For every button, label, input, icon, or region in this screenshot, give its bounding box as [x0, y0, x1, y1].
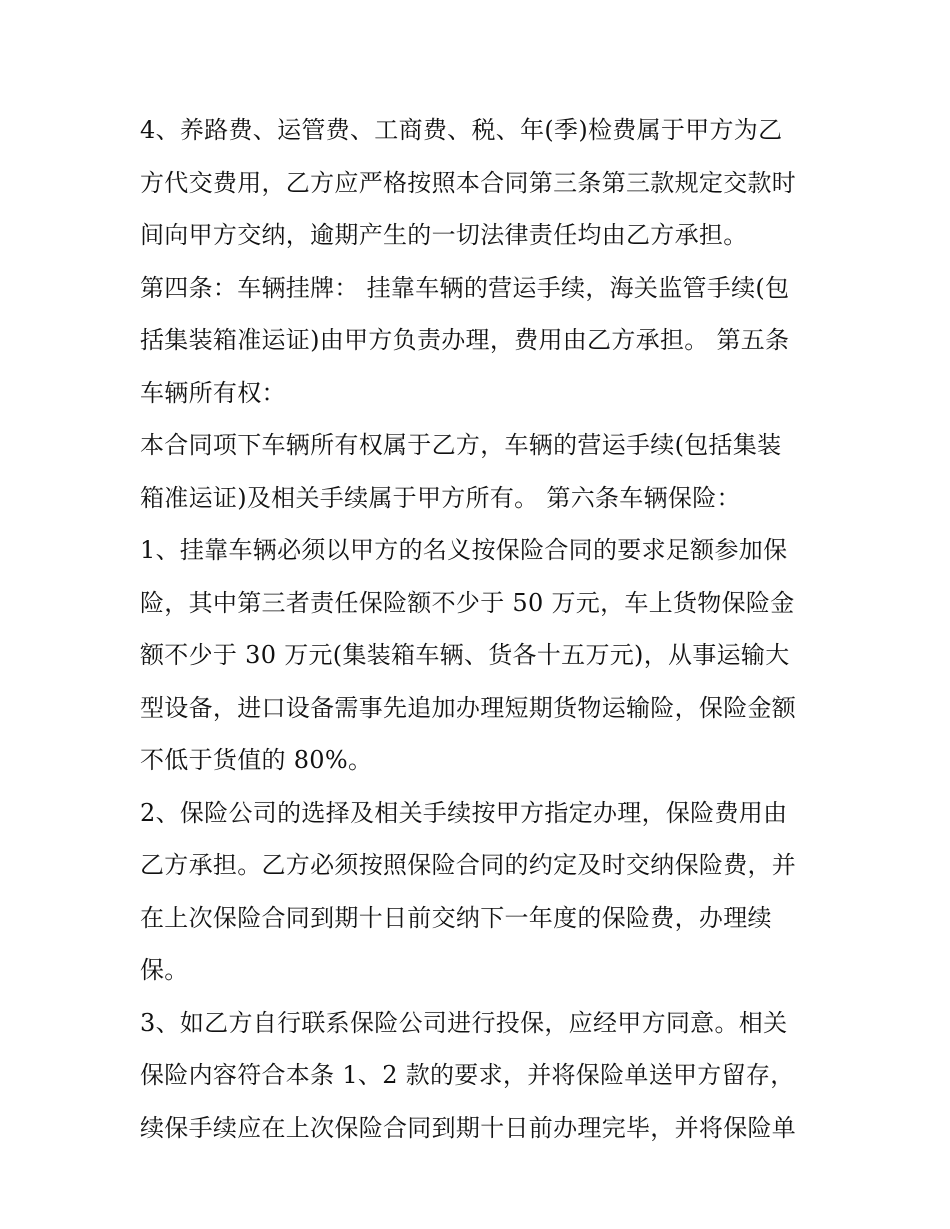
text-line: 间向甲方交纳，逾期产生的一切法律责任均由乙方承担。 [140, 221, 748, 249]
text-line: 第四条：车辆挂牌： 挂靠车辆的营运手续，海关监管手续(包 [140, 273, 790, 302]
text-line: 箱准运证)及相关手续属于甲方所有。 第六条车辆保险： [140, 483, 741, 512]
text-line: 在上次保险合同到期十日前交纳下一年度的保险费，办理续 [140, 903, 772, 932]
text-line: 本合同项下车辆所有权属于乙方，车辆的营运手续(包括集装 [140, 431, 782, 459]
text-line: 1、挂靠车辆必须以甲方的名义按保险合同的要求足额参加保 [140, 536, 788, 564]
text-line: 4、养路费、运管费、工商费、税、年(季)检费属于甲方为乙 [140, 116, 783, 144]
text-line: 保。 [140, 956, 189, 984]
text-line: 车辆所有权： [140, 378, 286, 407]
text-line: 2、保险公司的选择及相关手续按甲方指定办理，保险费用由 [140, 798, 788, 827]
text-line: 方代交费用，乙方应严格按照本合同第三条第三款规定交款时 [140, 168, 797, 197]
text-line: 续保手续应在上次保险合同到期十日前办理完毕，并将保险单 [140, 1113, 797, 1142]
text-line: 险，其中第三者责任保险额不少于 50 万元，车上货物保险金 [140, 588, 795, 617]
text-line: 括集装箱准运证)由甲方负责办理，费用由乙方承担。 第五条 [140, 326, 790, 354]
text-line: 型设备，进口设备需事先追加办理短期货物运输险，保险金额 [140, 693, 797, 722]
text-line: 不低于货值的 80%。 [140, 746, 373, 774]
text-line: 乙方承担。乙方必须按照保险合同的约定及时交纳保险费，并 [140, 851, 797, 879]
text-line: 额不少于 30 万元(集装箱车辆、货各十五万元)，从事运输大 [140, 641, 790, 669]
contract-text [140, 104, 830, 1154]
text-line: 3、如乙方自行联系保险公司进行投保，应经甲方同意。相关 [140, 1008, 788, 1037]
text-line: 保险内容符合本条 1、2 款的要求，并将保险单送甲方留存， [140, 1061, 795, 1089]
